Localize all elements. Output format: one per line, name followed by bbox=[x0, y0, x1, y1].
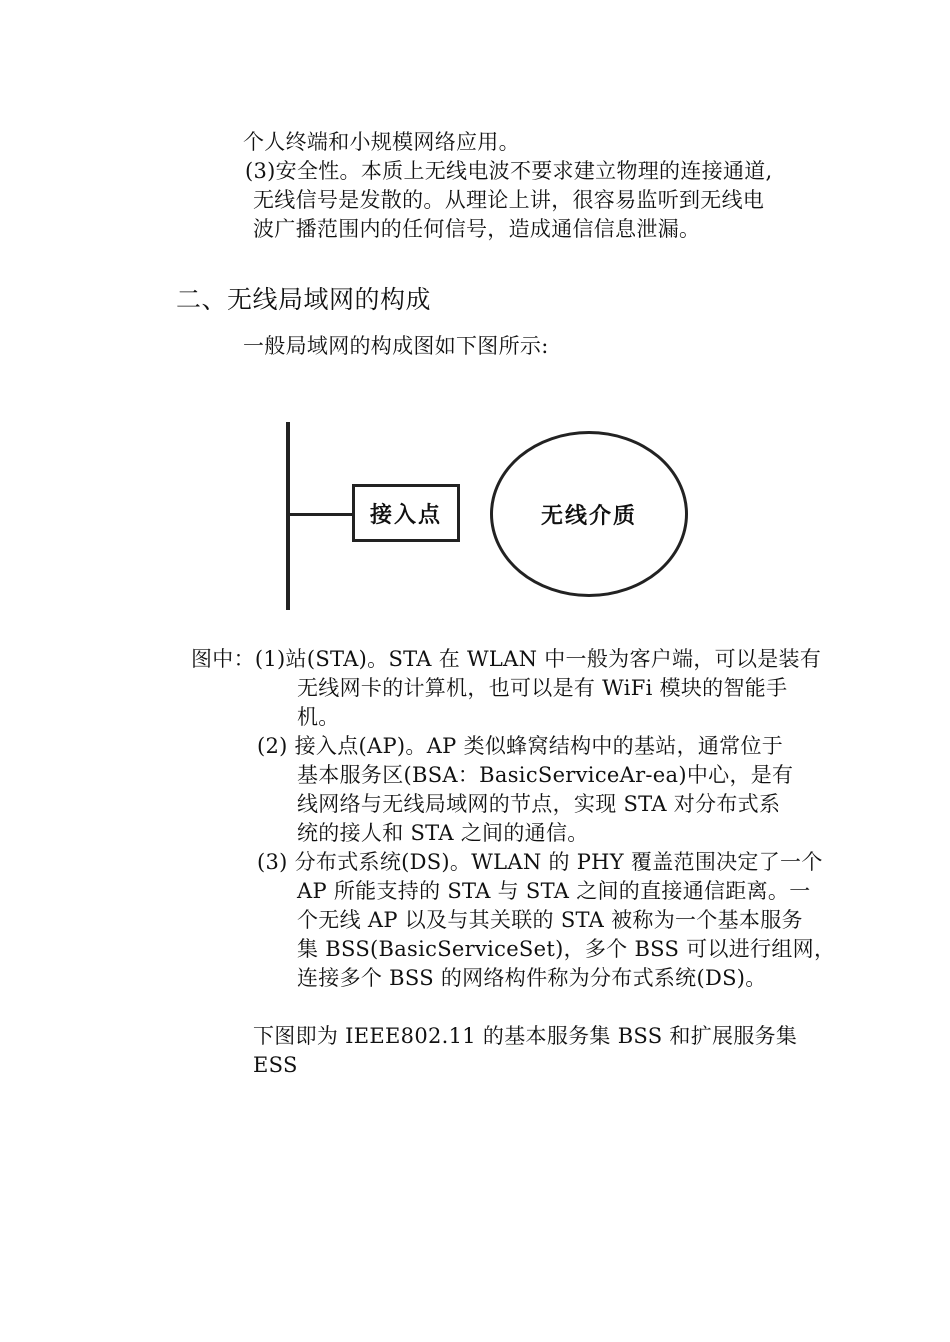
intro-line: 波广播范围内的任何信号，造成通信信息泄漏。 bbox=[253, 217, 701, 241]
wired-backbone-line bbox=[286, 422, 290, 610]
legend-line: 个无线 AP 以及与其关联的 STA 被称为一个基本服务 bbox=[297, 908, 803, 932]
legend-line: 线网络与无线局域网的节点，实现 STA 对分布式系 bbox=[297, 792, 781, 816]
legend-line: 基本服务区(BSA：BasicServiceAr-ea)中心，是有 bbox=[297, 763, 794, 787]
intro-line: 无线信号是发散的。从理论上讲，很容易监听到无线电 bbox=[253, 188, 765, 212]
section-lead: 一般局域网的构成图如下图所示: bbox=[243, 334, 549, 358]
closing-line: ESS bbox=[253, 1053, 298, 1077]
legend-line: 无线网卡的计算机，也可以是有 WiFi 模块的智能手 bbox=[297, 676, 788, 700]
legend-line: 统的接人和 STA 之间的通信。 bbox=[297, 821, 589, 845]
legend-line: AP 所能支持的 STA 与 STA 之间的直接通信距离。一 bbox=[297, 879, 811, 903]
section-title: 二、无线局域网的构成 bbox=[176, 285, 432, 314]
connector-line bbox=[288, 513, 354, 516]
legend-line: 机。 bbox=[297, 705, 340, 729]
closing-line: 下图即为 IEEE802.11 的基本服务集 BSS 和扩展服务集 bbox=[253, 1024, 798, 1048]
legend-line: 连接多个 BSS 的网络构件称为分布式系统(DS)。 bbox=[297, 966, 767, 990]
legend-line: 图中：(1)站(STA)。STA 在 WLAN 中一般为客户端，可以是装有 bbox=[191, 647, 822, 671]
legend-line: (3) 分布式系统(DS)。WLAN 的 PHY 覆盖范围决定了一个 bbox=[257, 850, 823, 874]
wireless-medium-circle: 无线介质 bbox=[490, 431, 688, 597]
intro-line: (3)安全性。本质上无线电波不要求建立物理的连接通道, bbox=[245, 159, 773, 183]
legend-line: 集 BSS(BasicServiceSet)，多个 BSS 可以进行组网， bbox=[297, 937, 836, 961]
access-point-box: 接入点 bbox=[352, 484, 460, 542]
legend-line: (2) 接入点(AP)。AP 类似蜂窝结构中的基站，通常位于 bbox=[257, 734, 784, 758]
intro-line: 个人终端和小规模网络应用。 bbox=[243, 130, 520, 154]
